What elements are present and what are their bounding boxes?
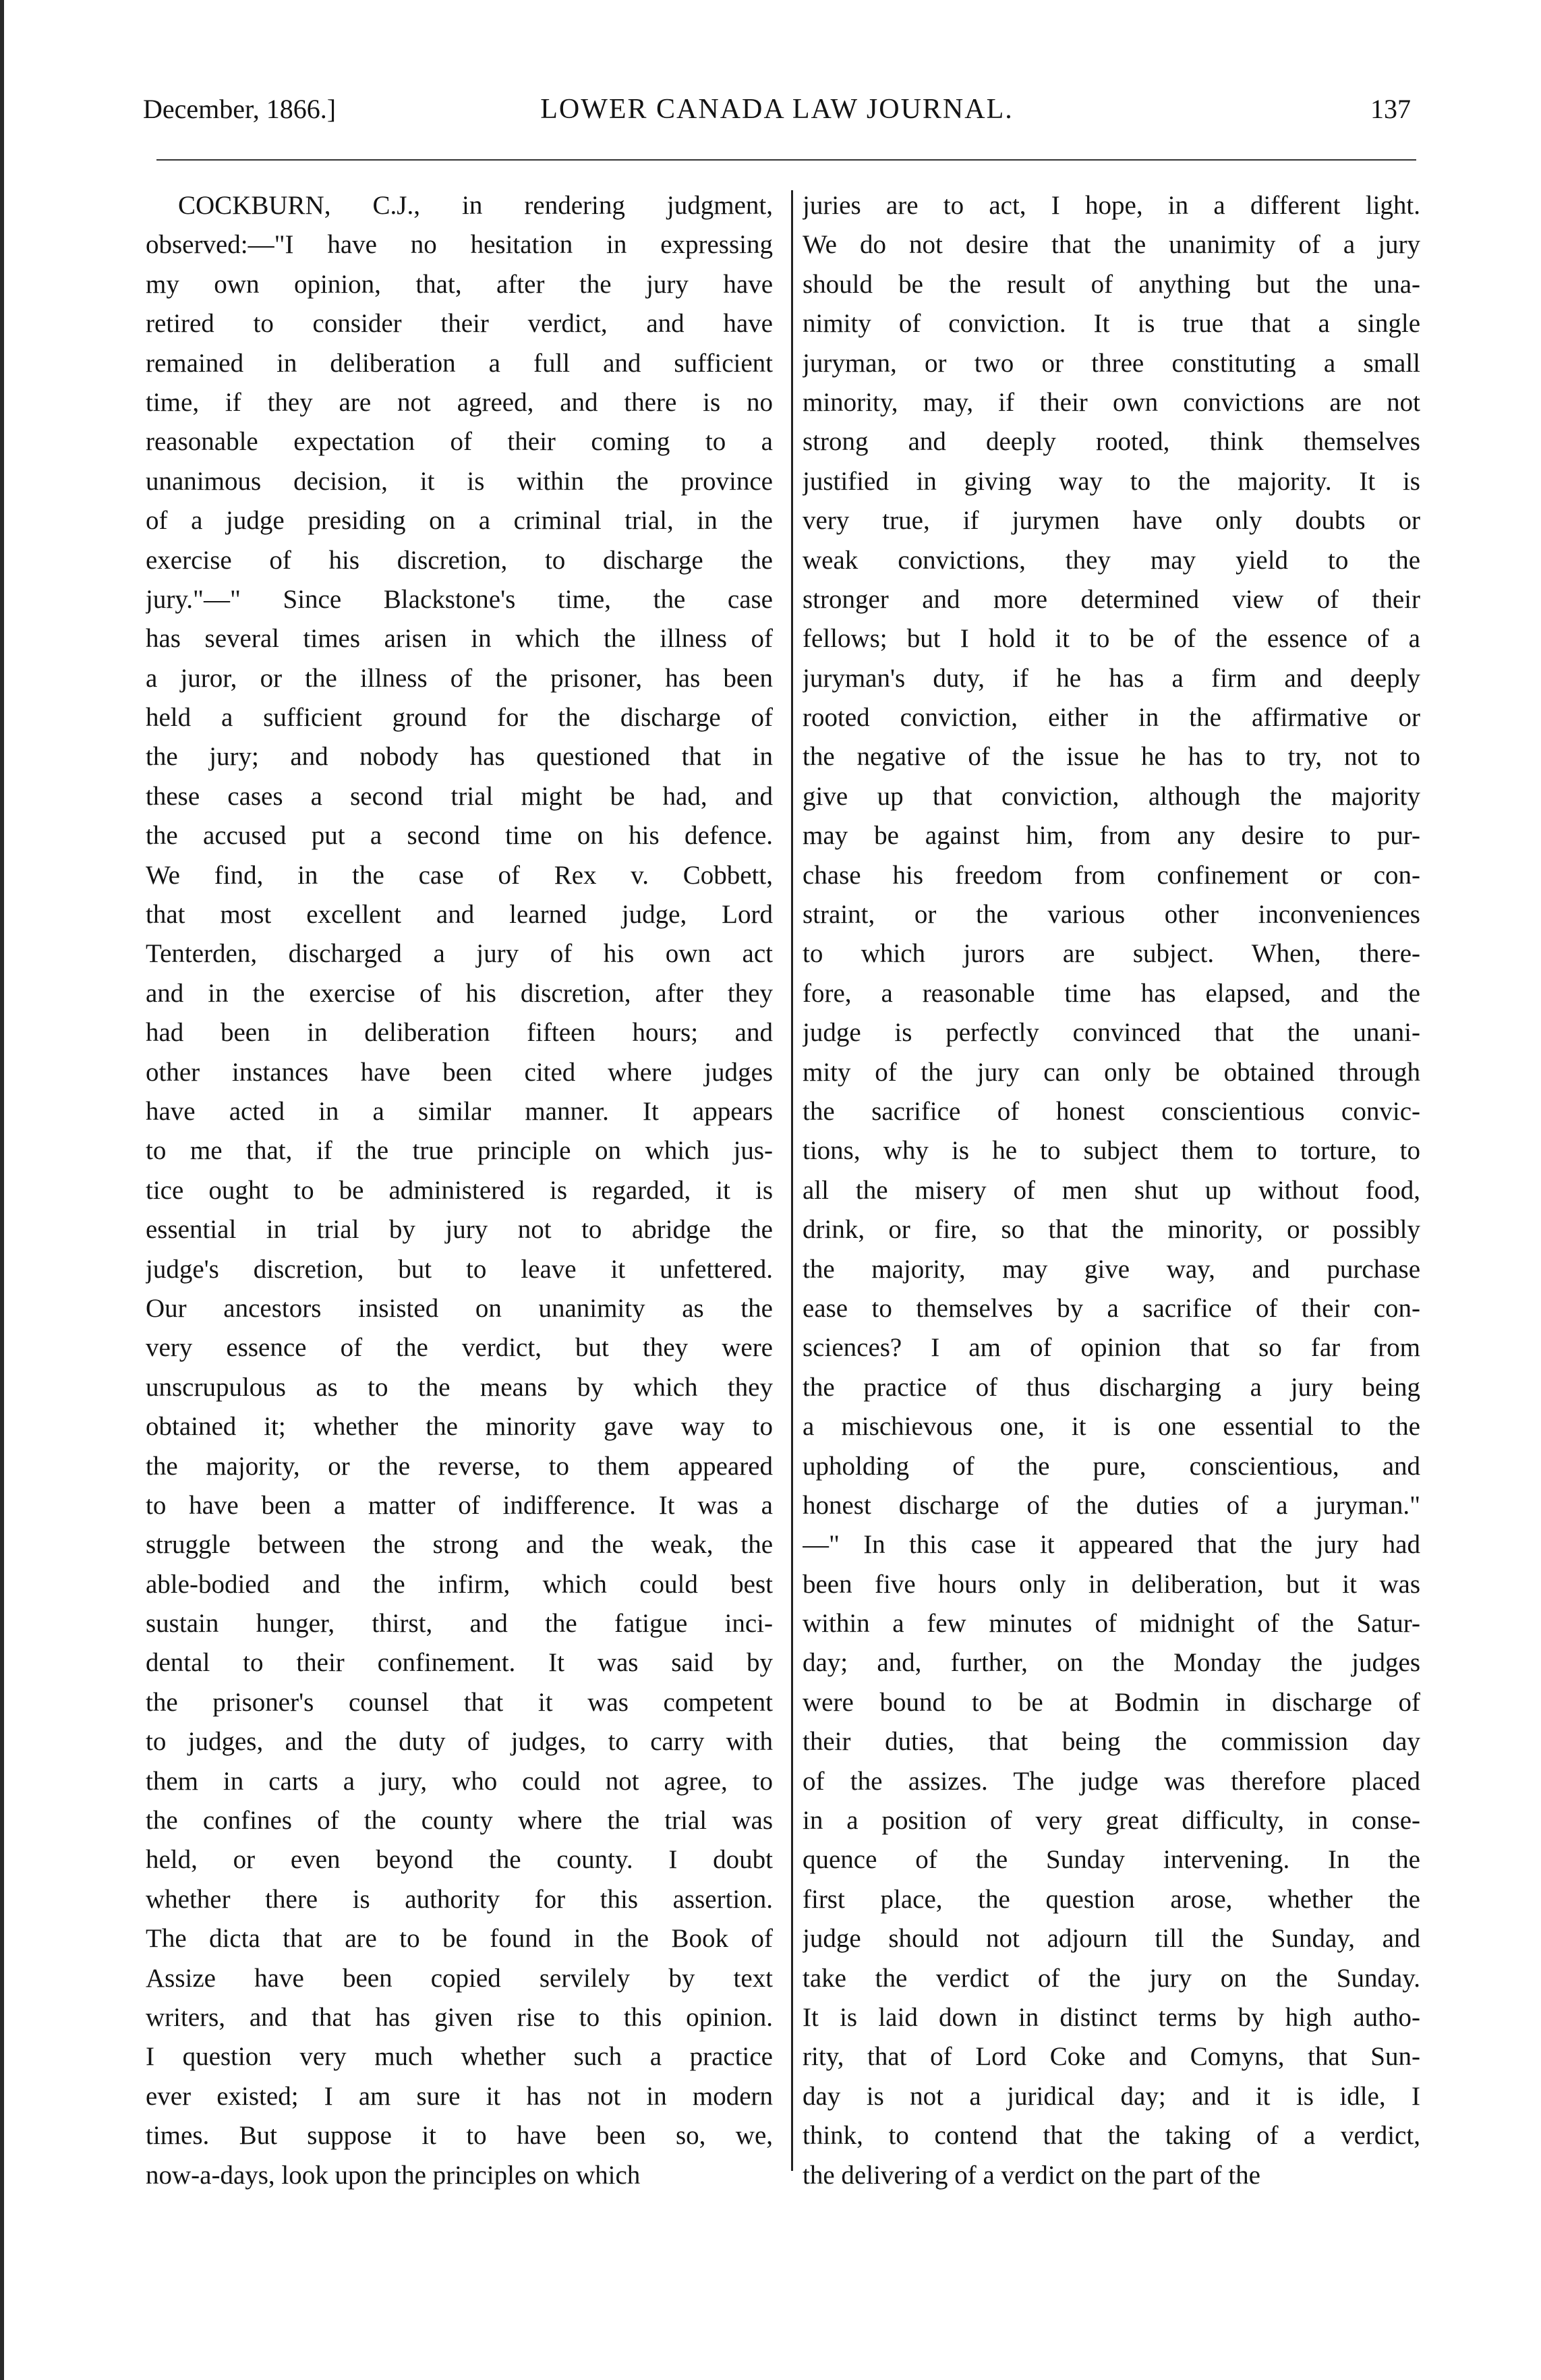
text-line: tice ought to be administered is regarded, it is <box>146 1175 773 1205</box>
journal-title: LOWER CANADA LAW JOURNAL. <box>540 94 1014 125</box>
text-line: dental to their confinement. It was said by <box>146 1648 773 1678</box>
text-line: fellows; but I hold it to be of the essence of a <box>803 624 1420 654</box>
text-line: were bound to be at Bodmin in discharge of <box>803 1687 1420 1717</box>
text-line: chase his freedom from confinement or con- <box>803 860 1420 890</box>
text-line: struggle between the strong and the weak, the <box>146 1530 773 1560</box>
text-line: to which jurors are subject. When, there- <box>803 939 1420 969</box>
text-line: reasonable expectation of their coming to a <box>146 427 773 457</box>
text-line: the accused put a second time on his defence. <box>146 821 773 851</box>
text-line: sustain hunger, thirst, and the fatigue inci- <box>146 1609 773 1639</box>
text-line: judge's discretion, but to leave it unfettered. <box>146 1254 773 1284</box>
text-line: judge is perfectly convinced that the unani- <box>803 1018 1420 1048</box>
text-line: to have been a matter of indifference. It was a <box>146 1490 773 1520</box>
text-line: tions, why is he to subject them to torture, to <box>803 1136 1420 1166</box>
text-line: other instances have been cited where judges <box>146 1057 773 1087</box>
text-line: held, or even beyond the county. I doubt <box>146 1845 773 1875</box>
text-line: them in carts a jury, who could not agree, to <box>146 1766 773 1796</box>
text-line: their duties, that being the commission day <box>803 1727 1420 1757</box>
text-line: give up that conviction, although the majority <box>803 781 1420 811</box>
text-line: juryman, or two or three constituting a small <box>803 348 1420 378</box>
page-number: 137 <box>1370 94 1411 124</box>
text-line: I question very much whether such a practice <box>146 2042 773 2072</box>
text-line: a juror, or the illness of the prisoner, has been <box>146 663 773 693</box>
text-line: —" In this case it appeared that the jury had <box>803 1530 1420 1560</box>
text-line: obtained it; whether the minority gave way to <box>146 1412 773 1442</box>
text-line: Assize have been copied servilely by text <box>146 1963 773 1993</box>
text-line: quence of the Sunday intervening. In the <box>803 1845 1420 1875</box>
text-line: to me that, if the true principle on which jus- <box>146 1136 773 1166</box>
text-line: unanimous decision, it is within the province <box>146 466 773 496</box>
text-line: mity of the jury can only be obtained through <box>803 1057 1420 1087</box>
text-line: rity, that of Lord Coke and Comyns, that Sun- <box>803 2042 1420 2072</box>
text-line: upholding of the pure, conscientious, and <box>803 1451 1420 1481</box>
page-edge-rule <box>0 0 4 2380</box>
text-line: now-a-days, look upon the principles on which <box>146 2160 641 2190</box>
text-line: a mischievous one, it is one essential to the <box>803 1412 1420 1442</box>
text-line: weak convictions, they may yield to the <box>803 545 1420 575</box>
column-divider <box>791 190 793 2171</box>
text-line: very true, if jurymen have only doubts or <box>803 506 1420 536</box>
text-line: ease to themselves by a sacrifice of their con- <box>803 1293 1420 1323</box>
text-line: judge should not adjourn till the Sunday, and <box>803 1924 1420 1954</box>
text-line: these cases a second trial might be had, and <box>146 781 773 811</box>
text-line: writers, and that has given rise to this opinion. <box>146 2002 773 2032</box>
text-line: jury."—" Since Blackstone's time, the case <box>146 584 773 614</box>
text-line: fore, a reasonable time has elapsed, and the <box>803 978 1420 1008</box>
text-line: that most excellent and learned judge, Lord <box>146 900 773 930</box>
text-line: to judges, and the duty of judges, to carry with <box>146 1727 773 1757</box>
text-line: has several times arisen in which the illness of <box>146 624 773 654</box>
text-line: It is laid down in distinct terms by high autho- <box>803 2002 1420 2032</box>
text-line: We do not desire that the unanimity of a jury <box>803 230 1420 260</box>
text-line: and in the exercise of his discretion, after they <box>146 978 773 1008</box>
text-line: unscrupulous as to the means by which they <box>146 1372 773 1402</box>
text-line: all the misery of men shut up without food, <box>803 1175 1420 1205</box>
text-line: observed:—"I have no hesitation in expressing <box>146 230 773 260</box>
text-line: day; and, further, on the Monday the judges <box>803 1648 1420 1678</box>
text-line: rooted conviction, either in the affirmative or <box>803 703 1420 733</box>
text-line: day is not a juridical day; and it is idle, I <box>803 2081 1420 2111</box>
text-line: the negative of the issue he has to try, not to <box>803 742 1420 772</box>
text-line: within a few minutes of midnight of the Satur- <box>803 1609 1420 1639</box>
text-line: the sacrifice of honest conscientious convic- <box>803 1096 1420 1126</box>
text-line: the confines of the county where the trial was <box>146 1806 773 1836</box>
text-line: essential in trial by jury not to abridge the <box>146 1215 773 1245</box>
text-line: in a position of very great difficulty, in conse- <box>803 1806 1420 1836</box>
text-line: Tenterden, discharged a jury of his own act <box>146 939 773 969</box>
text-line: should be the result of anything but the una- <box>803 269 1420 299</box>
text-line: drink, or fire, so that the minority, or possibly <box>803 1215 1420 1245</box>
text-line: held a sufficient ground for the discharge of <box>146 703 773 733</box>
text-line: The dicta that are to be found in the Book of <box>146 1924 773 1954</box>
header-date: December, 1866.] <box>143 94 337 124</box>
text-line: of the assizes. The judge was therefore placed <box>803 1766 1420 1796</box>
text-line: ever existed; I am sure it has not in modern <box>146 2081 773 2111</box>
text-line: been five hours only in deliberation, but it was <box>803 1569 1420 1599</box>
right-column <box>803 186 1420 2195</box>
text-line: may be against him, from any desire to pur- <box>803 821 1420 851</box>
text-line: honest discharge of the duties of a juryman." <box>803 1490 1420 1520</box>
text-line: sciences? I am of opinion that so far from <box>803 1333 1420 1363</box>
text-line: my own opinion, that, after the jury have <box>146 269 773 299</box>
text-line: Our ancestors insisted on unanimity as the <box>146 1293 773 1323</box>
text-line: juryman's duty, if he has a firm and deeply <box>803 663 1420 693</box>
text-line: strong and deeply rooted, think themselves <box>803 427 1420 457</box>
text-line: nimity of conviction. It is true that a single <box>803 309 1420 339</box>
text-line: the practice of thus discharging a jury being <box>803 1372 1420 1402</box>
text-line: have acted in a similar manner. It appears <box>146 1096 773 1126</box>
left-column <box>146 186 773 2195</box>
text-line: straint, or the various other inconveniences <box>803 900 1420 930</box>
text-line: COCKBURN, C.J., in rendering judgment, <box>178 191 773 220</box>
text-line: the majority, may give way, and purchase <box>803 1254 1420 1284</box>
text-line: time, if they are not agreed, and there is no <box>146 387 773 417</box>
text-line: times. But suppose it to have been so, we, <box>146 2121 773 2151</box>
text-line: the delivering of a verdict on the part of the <box>803 2160 1260 2190</box>
text-line: first place, the question arose, whether the <box>803 1884 1420 1914</box>
text-line: stronger and more determined view of their <box>803 584 1420 614</box>
text-line: very essence of the verdict, but they were <box>146 1333 773 1363</box>
text-line: the majority, or the reverse, to them appeared <box>146 1451 773 1481</box>
text-line: We find, in the case of Rex v. Cobbett, <box>146 860 773 890</box>
text-line: think, to contend that the taking of a verdict, <box>803 2121 1420 2151</box>
text-line: whether there is authority for this assertion. <box>146 1884 773 1914</box>
text-line: retired to consider their verdict, and have <box>146 309 773 339</box>
text-line: the prisoner's counsel that it was competent <box>146 1687 773 1717</box>
text-line: able-bodied and the infirm, which could best <box>146 1569 773 1599</box>
text-line: take the verdict of the jury on the Sunday. <box>803 1963 1420 1993</box>
text-line: juries are to act, I hope, in a different light. <box>803 191 1420 220</box>
header-rule <box>156 159 1416 161</box>
text-line: remained in deliberation a full and sufficient <box>146 348 773 378</box>
text-line: the jury; and nobody has questioned that in <box>146 742 773 772</box>
text-line: exercise of his discretion, to discharge the <box>146 545 773 575</box>
text-line: justified in giving way to the majority. It is <box>803 466 1420 496</box>
running-header <box>143 93 1411 136</box>
text-line: minority, may, if their own convictions are not <box>803 387 1420 417</box>
text-line: of a judge presiding on a criminal trial, in the <box>146 506 773 536</box>
text-line: had been in deliberation fifteen hours; and <box>146 1018 773 1048</box>
